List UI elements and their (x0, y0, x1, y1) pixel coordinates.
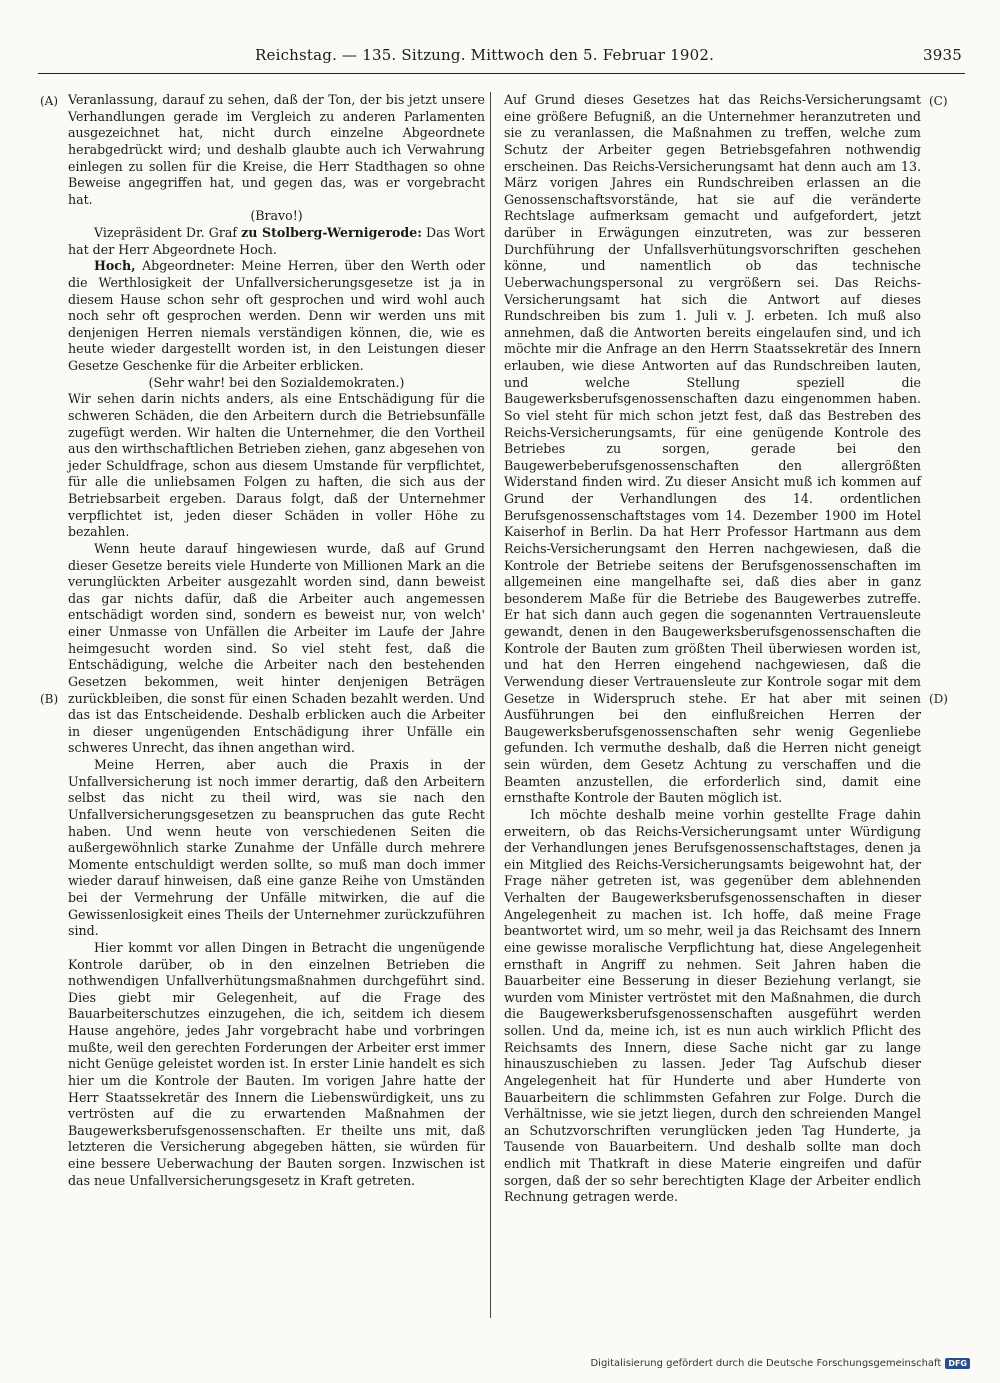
paragraph: Ich möchte deshalb meine vorhin gestellte Frage dahin erweitern, ob das Reichs-Versicherungsamt unter Würdigung der Verhandlungen jenes Berufsgenossenschaftstages, denen ja ein Mitglied des Reichs-Versicherungsamts beigewohnt hat, der Frage näher getreten ist, was gegenüber dem ablehnenden Verhalten der Baugewerksberufsgenossenschaften in dieser Angelegenheit zu machen ist. Ich hoffe, daß meine Frage beantwortet wird, um so mehr, weil ja das Reichsamt des Innern eine gewisse moralische Verpflichtung hat, diese Angelegenheit ernsthaft in Angriff zu nehmen. Seit Jahren haben die Bauarbeiter eine Besserung in dieser Beziehung verlangt, sie wurden vom Minister vertröstet mit den Maßnahmen, die durch die Baugewerksberufsgenossenschaften ausgeführt werden sollen. Und da, meine ich, ist es nun auch wirklich Pflicht des Reichsamts des Innern, diese Sache nicht gar zu lange hinauszuschieben zu lassen. Jeder Tag Aufschub dieser Angelegenheit hat für Hunderte und aber Hunderte von Bauarbeitern die schlimmsten Gefahren zur Folge. Durch die Verhältnisse, wie sie jetzt liegen, durch den schreienden Mangel an Schutzvorschriften verunglücken jeden Tag Hunderte, ja Tausende von Bauarbeitern. Und deshalb sollte man doch endlich mit Thatkraft in diese Materie eingreifen und dafür sorgen, daß der so sehr berechtigten Klage der Arbeiter endlich Rechnung getragen werde. (504, 806, 921, 1205)
running-title: Reichstag. — 135. Sitzung. Mittwoch den 5. Februar 1902. (255, 46, 715, 64)
margin-marker-c: (C) (929, 94, 948, 108)
speech-text: Abgeordneter: Meine Herren, über den Werth oder die Werthlosigkeit der Unfallversicherungsgesetze ist ja in diesem Hause schon sehr oft gesprochen und wird wohl auch noch sehr oft gesprochen werden. Denn wir werden uns mit denjenigen Herren niemals verständigen können, die, wie es heute wieder dargestellt worden ist, in den Leistungen dieser Gesetze Geschenke für die Arbeiter erblicken. (68, 258, 485, 373)
paragraph: Wir sehen darin nichts anders, als eine Entschädigung für die schweren Schäden, die den Arbeitern durch die Betriebsunfälle zugefügt werden. Wir halten die Unternehmer, die den Vortheil aus den wirthschaftlichen Betrieben ziehen, ganz abgesehen von jeder Schuldfrage, schon aus diesem Umstande für verpflichtet, für alle die unliebsamen Folgen zu haften, die sich aus der Betriebsarbeit ergeben. Daraus folgt, daß der Unternehmer verpflichtet ist, jeden dieser Schäden in voller Höhe zu bezahlen. (68, 391, 485, 540)
margin-marker-d: (D) (929, 692, 948, 706)
speaker-title: Vizepräsident Dr. Graf (94, 225, 238, 240)
page-header (255, 46, 962, 70)
header-rule (38, 73, 965, 74)
left-column (68, 92, 485, 1189)
interjection: (Sehr wahr! bei den Sozialdemokraten.) (148, 374, 405, 390)
speaker-paragraph (68, 258, 485, 374)
paragraph: Hier kommt vor allen Dingen in Betracht die ungenügende Kontrole darüber, ob in den einzelnen Betrieben die nothwendigen Unfallverhütungsmaßnahmen durchgeführt sind. Dies giebt mir Gelegenheit, auf die Frage des Bauarbeiterschutzes einzugehen, die ich, seitdem ich diesem Hause angehöre, jedes Jahr vorgebracht habe und vorbringen mußte, weil den gerechten Forderungen der Arbeiter erst immer nicht Genüge geleistet worden ist. In erster Linie handelt es sich hier um die Kontrole der Bauten. Im vorigen Jahre hatte der Herr Staatssekretär des Innern die Liebenswürdigkeit, uns zu vertrösten auf die zu erwartenden Maßnahmen der Baugewerksberufsgenossenschaften. Er theilte uns mit, daß letzteren die Versicherung abgegeben hätten, sie würden für eine bessere Ueberwachung der Bauten sorgen. Inzwischen ist das neue Unfallversicherungsgesetz in Kraft getreten. (68, 939, 485, 1188)
speaker-paragraph (68, 225, 485, 258)
right-column (504, 92, 921, 1206)
speaker-name: zu Stolberg-Wernigerode: (241, 225, 422, 240)
page-number: 3935 (923, 46, 962, 64)
margin-marker-b: (B) (40, 692, 59, 706)
footer-text: Digitalisierung gefördert durch die Deutsche Forschungsgemeinschaft (590, 1358, 942, 1369)
margin-marker-a: (A) (40, 94, 59, 108)
footer-credit (590, 1358, 970, 1369)
paragraph: Meine Herren, aber auch die Praxis in der Unfallversicherung ist noch immer derartig, daß den Arbeitern selbst das nicht zu theil wird, was sie nach den Unfallversicherungsgesetzen zu beanspruchen das gute Recht haben. Und wenn heute von verschiedenen Seiten die außergewöhnlich starke Zunahme der Unfälle durch mehrere Momente entschuldigt werden sollte, so muß man doch immer wieder darauf hinweisen, daß eine ganze Reihe von Umständen bei der Vermehrung der Unfälle mitwirken, die auf die Gewissenlosigkeit eines Theils der Unternehmer zurückzuführen sind. (68, 757, 485, 939)
paragraph: Wenn heute darauf hingewiesen wurde, daß auf Grund dieser Gesetze bereits viele Hunderte von Millionen Mark an die verunglückten Arbeiter ausgezahlt worden sind, dann beweist das gar nichts dafür, daß die Arbeiter auch angemessen entschädigt worden sind, sondern es beweist nur, von welch' einer Unmasse von Unfällen die Arbeiter im Laufe der Jahre heimgesucht worden sind. So viel steht fest, daß die Entschädigung, welche die Arbeiter nach den bestehenden Gesetzen bekommen, weit hinter denjenigen Beträgen zurückbleiben, die sonst für einen Schaden bezahlt werden. Und das ist das Entscheidende. Deshalb erblicken auch die Arbeiter in dieser ungenügenden Entschädigung ihrer Unfälle ein schweres Unrecht, das ihnen angethan wird. (68, 540, 485, 756)
dfg-logo-icon: DFG (945, 1358, 970, 1369)
column-divider (490, 92, 491, 1318)
speaker-name: Hoch, (94, 258, 136, 274)
paragraph: Veranlassung, darauf zu sehen, daß der Ton, der bis jetzt unsere Verhandlungen gerade im Vergleich zu anderen Parlamenten ausgezeichnet hat, nicht durch einzelne Abgeordnete herabgedrückt wird; und deshalb glaubte auch ich Verwahrung einlegen zu sollen für die Kreise, die Herr Stadthagen so ohne Beweise angegriffen hat, und gegen das, was er vorgebracht hat. (68, 92, 485, 207)
speech-text: Das Wort hat der Herr Abgeordnete Hoch. (68, 225, 485, 257)
paragraph: Auf Grund dieses Gesetzes hat das Reichs-Versicherungsamt eine größere Befugniß, an die Unternehmer heranzutreten und sie zu veranlassen, die Maßnahmen zu treffen, welche zum Schutz der Arbeiter gegen Betriebsgefahren nothwendig erscheinen. Das Reichs-Versicherungsamt hat denn auch am 13. März vorigen Jahres ein Rundschreiben erlassen an die Genossenschaftsvorstände, hat sie auf die veränderte Rechtslage aufmerksam gemacht und aufgefordert, jetzt darüber in Erwägungen einzutreten, was zur besseren Durchführung der Unfallsverhütungsvorschriften geschehen könne, und namentlich ob das technische Ueberwachungspersonal zu vergrößern sei. Das Reichs-Versicherungsamt hat sich die Antwort auf dieses Rundschreiben bis zum 1. Juli v. J. erbeten. Ich muß also annehmen, daß die Antworten bereits eingelaufen sind, und ich möchte mir die Anfrage an den Herrn Staatssekretär des Innern erlauben, wie diese Antworten auf das Rundschreiben lauten, und welche Stellung speziell die Baugewerksberufsgenossenschaften dazu eingenommen haben. So viel steht für mich schon jetzt fest, daß das Bestreben des Reichs-Versicherungsamts, für eine genügende Kontrole des Betriebes zu sorgen, gerade bei den Baugewerbeberufsgenossenschaften den allergrößten Widerstand finden wird. Zu dieser Ansicht muß ich kommen auf Grund der Verhandlungen des 14. ordentlichen Berufsgenossenschaftstages vom 14. Dezember 1900 im Hotel Kaiserhof in Berlin. Da hat Herr Professor Hartmann aus dem Reichs-Versicherungsamt den Herren nachgewiesen, daß die Kontrole der Betriebe seitens der Berufsgenossenschaften im allgemeinen eine mangelhafte sei, daß dies aber in ganz besonderem Maße für die Betriebe des Baugewerbes zutreffe. Er hat sich dann auch gegen die sogenannten Vertrauensleute gewandt, denen in den Baugewerksberufsgenossenschaften die Kontrole der Bauten zum größten Theil überwiesen worden ist, und hat den Herren eingehend nachgewiesen, daß die Verwendung dieser Vertrauensleute zur Kontrole sogar mit dem Gesetze in Widerspruch stehe. Er hat aber mit seinen Ausführungen bei den einflußreichen Herren der Baugewerksberufsgenossenschaften sehr wenig Gegenliebe gefunden. Ich vermuthe deshalb, daß die Herren nicht geneigt sein würden, dem Gesetz Achtung zu verschaffen und die Beamten anzustellen, die erforderlich sind, damit eine ernsthafte Kontrole der Bauten möglich ist. (504, 92, 921, 806)
interjection: (Bravo!) (250, 208, 303, 224)
